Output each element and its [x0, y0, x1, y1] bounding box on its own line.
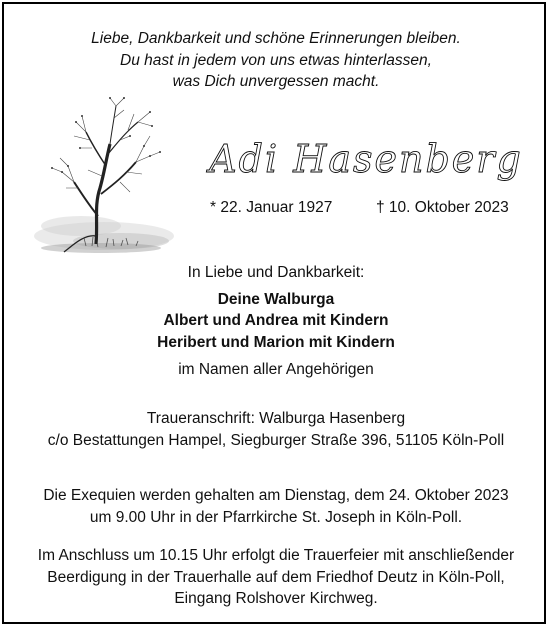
ceremony-block	[4, 545, 548, 610]
mourner-name: Deine Walburga	[217, 290, 335, 308]
exequies-line: Die Exequien werden gehalten am Dienstag, dem 24. Oktober 2023	[43, 487, 509, 504]
motto-line: Liebe, Dankbarkeit und schöne Erinnerungen bleiben.	[91, 30, 461, 47]
mourner-name: Heribert und Marion mit Kindern	[157, 333, 395, 351]
tree-illustration	[26, 96, 176, 266]
address-line: c/o Bestattungen Hampel, Siegburger Straße 396, 51105 Köln-Poll	[47, 431, 505, 449]
motto-line: Du hast in jedem von uns etwas hinterlassen,	[120, 51, 432, 69]
birth-date: * 22. Januar 1927	[210, 199, 333, 216]
motto-line: was Dich unvergessen macht.	[172, 73, 380, 90]
obituary-frame	[2, 2, 546, 624]
mourners-intro: In Liebe und Dankbarkeit:	[187, 264, 365, 281]
exequies-line: um 9.00 Uhr in der Pfarrkirche St. Joseph in Köln-Poll.	[89, 508, 463, 526]
mourner-name: Albert und Andrea mit Kindern	[163, 312, 389, 329]
address-block	[4, 408, 548, 451]
address-line: Traueranschrift: Walburga Hasenberg	[146, 410, 406, 427]
mourners-block	[4, 262, 548, 381]
motto	[4, 28, 548, 93]
ceremony-line: Im Anschluss um 10.15 Uhr erfolgt die Trauerfeier mit anschließender	[37, 547, 515, 564]
deceased-name-text: Adi Hasenberg	[209, 137, 523, 181]
death-date: † 10. Oktober 2023	[376, 199, 509, 216]
ceremony-line: Eingang Rolshover Kirchweg.	[174, 590, 378, 607]
ceremony-line: Beerdigung in der Trauerhalle auf dem Friedhof Deutz in Köln-Poll,	[47, 568, 505, 586]
mourners-outro: im Namen aller Angehörigen	[178, 361, 374, 378]
deceased-name	[209, 124, 523, 194]
exequies-block	[4, 485, 548, 528]
